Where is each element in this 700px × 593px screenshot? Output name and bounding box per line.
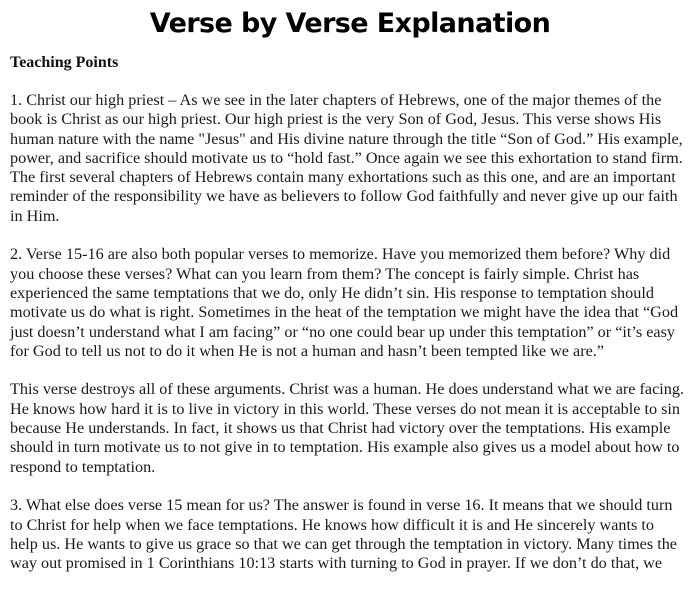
text-line: to Christ for help when we face temptations. He knows how difficult it is and He sincerely wants to [10,515,654,534]
paragraph-verse-arguments [10,380,700,476]
text-line: human nature with the name "Jesus" and His divine nature through the title “Son of God.” His example, [10,129,683,148]
text-line: for God to tell us not to do it when He is not a human and hasn’t been tempted like we are.” [10,341,604,360]
text-line: power, and sacrifice should motivate us to “hold fast.” Once again we see this exhortation to stand firm. [10,148,683,167]
text-line: in Him. [10,206,60,225]
page-title: Verse by Verse Explanation [149,8,551,39]
text-line: He knows how hard it is to live in victory in this world. These verses do not mean it is acceptable to sin [10,399,681,418]
text-line: should in turn motivate us to not give in to temptation. His example also gives us a model about how to [10,438,680,457]
paragraph-point-2 [10,245,700,361]
text-line: motivate us do what is right. Sometimes in the heat of the temptation we might have the idea that “God [10,303,679,322]
text-line: respond to temptation. [10,457,156,476]
text-line: reminder of the responsibility we have as believers to follow God faithfully and never give up our faith [10,187,678,206]
section-heading-teaching-points: Teaching Points [10,54,119,71]
text-line: 1. Christ our high priest – As we see in the later chapters of Hebrews, one of the major themes of the [10,91,662,109]
paragraph-point-3 [10,496,700,573]
text-line: book is Christ as our high priest. Our high priest is the very Son of God, Jesus. This verse shows His [10,110,662,129]
text-line: way out promised in 1 Corinthians 10:13 starts with turning to God in prayer. If we don’t do that, we [10,554,663,573]
document-body [10,91,700,593]
text-line: 3. What else does verse 15 mean for us? The answer is found in verse 16. It means that we should turn [10,496,673,515]
text-line: 2. Verse 15-16 are also both popular verses to memorize. Have you memorized them before? Why did [10,245,671,264]
text-line: experienced the same temptations that we do, only He didn’t sin. His response to temptation should [10,283,654,302]
text-line: because He understands. In fact, it shows us that Christ had victory over the temptations. His example [10,419,671,438]
paragraph-point-1 [10,91,700,226]
text-line: help us. He wants to give us grace so that we can get through the temptation in victory. Many times the [10,534,677,553]
text-line: This verse destroys all of these arguments. Christ was a human. He does understand what we are facing. [10,380,684,399]
text-line: you choose these verses? What can you learn from them? The concept is fairly simple. Christ has [10,264,640,283]
text-line: The first several chapters of Hebrews contain many exhortations such as this one, and are an important [10,168,676,187]
text-line: just doesn’t understand what I am facing” or “no one could bear up under this temptation” or “it’s easy [10,322,675,341]
